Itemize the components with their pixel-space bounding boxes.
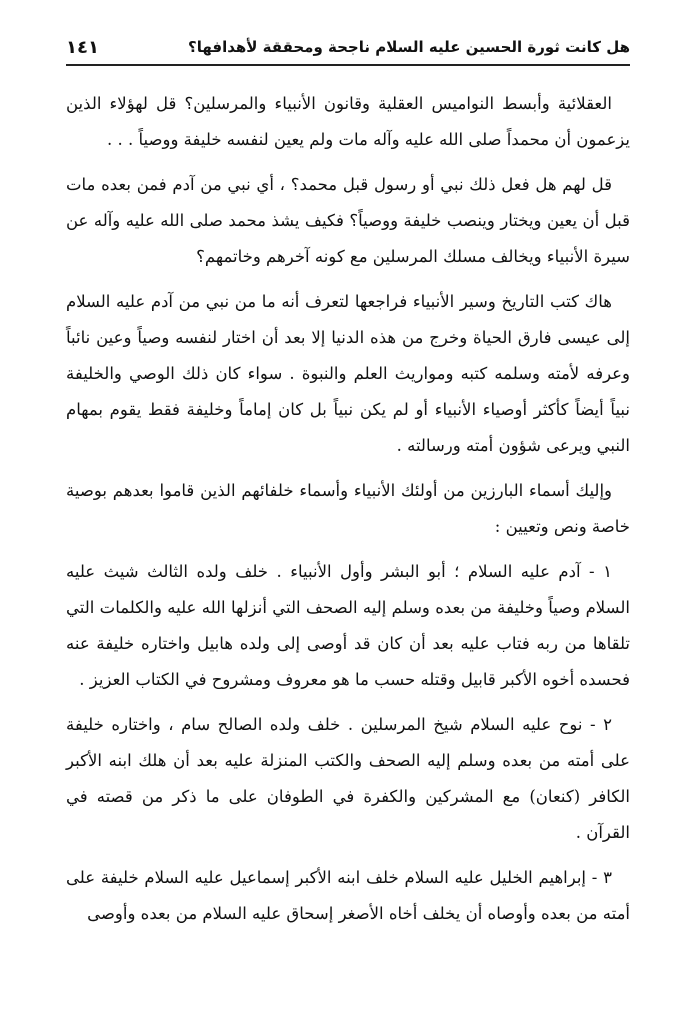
running-title: هل كانت ثورة الحسين عليه السلام ناجحة ومحققة لأهدافها؟ [188, 38, 630, 56]
paragraph-6: ٢ - نوح عليه السلام شيخ المرسلين . خلف ولده الصالح سام ، واختاره خليفة على أمته من بعده وسلم إليه الصحف والكتب المنزلة عليه بعد أن هلك ابنه الأكبر الكافر (كنعان) مع المشركين والكفرة في الطوفان على ما ذكر من قصته في القرآن . [66, 715, 630, 842]
page-header [66, 30, 630, 66]
paragraph-7: ٣ - إبراهيم الخليل عليه السلام خلف ابنه الأكبر إسماعيل عليه السلام خليفة على أمته من بعده وأوصاه أن يخلف أخاه الأصغر إسحاق عليه السلام من بعده وأوصى [66, 868, 630, 923]
paragraph-2: قل لهم هل فعل ذلك نبي أو رسول قبل محمد؟ ، أي نبي من آدم فمن بعده مات قبل أن يعين ويختار وينصب خليفة ووصياً؟ فكيف يشذ محمد صلى الله عليه وآله عن سيرة الأنبياء ويخالف مسلك المرسلين مع كونه آخرهم وخاتمهم؟ [66, 175, 630, 266]
paragraph-3: هاك كتب التاريخ وسير الأنبياء فراجعها لتعرف أنه ما من نبي من آدم عليه السلام إلى عيسى فارق الحياة وخرج من هذه الدنيا إلا بعد أن اختار لنفسه وصياً وعين نائباً وعرفه لأمته وسلمه كتبه ومواريث العلم والنبوة . سواء كان ذلك الوصي والخليفة نبياً أيضاً كأكثر أوصياء الأنبياء أو لم يكن نبياً بل كان إماماً وخليفة فقط يقوم بمهام النبي ويرعى شؤون أمته ورسالته . [66, 292, 630, 455]
page-number: ١٤١ [66, 36, 99, 58]
page-body [66, 86, 630, 1008]
paragraph-5: ١ - آدم عليه السلام ؛ أبو البشر وأول الأنبياء . خلف ولده الثالث شيث عليه السلام وصياً وخليفة من بعده وسلم إليه الصحف التي أنزلها الله عليه والكلمات التي تلقاها من ربه فتاب عليه بعد أن كان قد أوصى إلى ولده هابيل واختاره خليفة عنه فحسده أخوه الأكبر قابيل وقتله حسب ما هو معروف ومشروح في الكتاب العزيز . [66, 562, 630, 689]
paragraph-4: وإليك أسماء البارزين من أولئك الأنبياء وأسماء خلفائهم الذين قاموا بعدهم بوصية خاصة ونص وتعيين : [66, 481, 630, 536]
paragraph-1: العقلائية وأبسط النواميس العقلية وقانون الأنبياء والمرسلين؟ قل لهؤلاء الذين يزعمون أن محمداً صلى الله عليه وآله مات ولم يعين لنفسه خليفة ووصياً . . . [66, 94, 630, 149]
